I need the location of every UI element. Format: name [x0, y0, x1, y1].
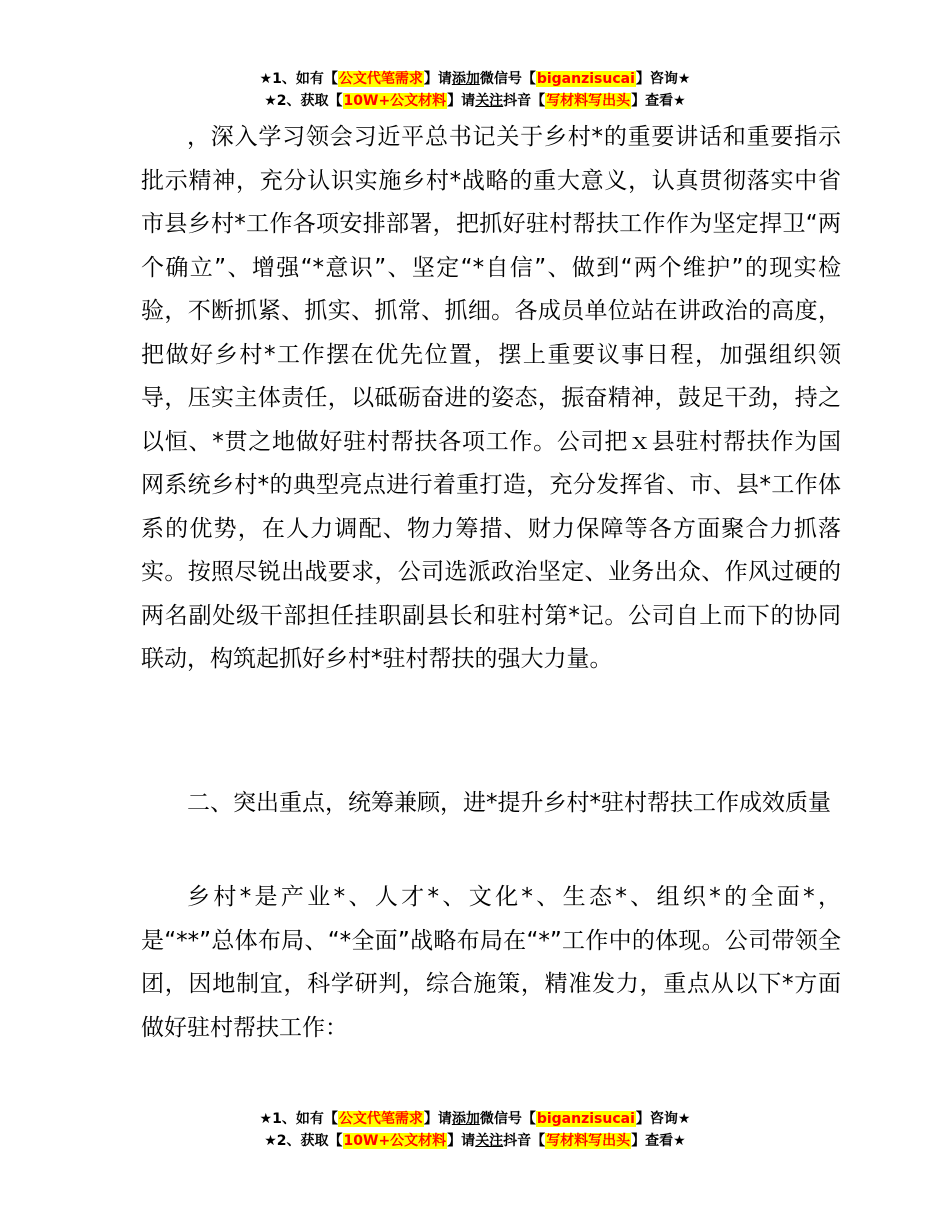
- body-paragraph: 乡村*是产业*、人才*、文化*、生态*、组织*的全面*，是“**”总体布局、“*全面”战略布局在“*”工作中的体现。公司带领全团，因地制宜，科学研判，综合施策，精准发力，重点从以下*方面做好驻村帮扶工作：: [141, 884, 841, 1041]
- banner-text: 微信号【: [479, 1111, 536, 1127]
- section-heading: 二、突出重点，统筹兼顾，进*提升乡村*驻村帮扶工作成效质量: [187, 790, 831, 816]
- banner-text: 】咨询★: [635, 1111, 691, 1127]
- highlight-douyin-account: 写材料写出头: [546, 93, 631, 109]
- banner-text: ★2、获取【: [264, 1133, 343, 1149]
- underlined-text: 关注: [475, 93, 504, 109]
- banner-line-1: [0, 68, 950, 90]
- banner-text: ★1、如有【: [259, 71, 338, 87]
- highlight-douyin-account: 写材料写出头: [546, 1133, 631, 1149]
- body-paragraph-3-block: [141, 876, 841, 1050]
- banner-text: 】请: [447, 1133, 476, 1149]
- banner-text: 微信号【: [479, 71, 536, 87]
- banner-text: 】请: [447, 93, 476, 109]
- banner-text: 抖音【: [503, 93, 546, 109]
- banner-text: 】查看★: [631, 1133, 686, 1149]
- highlight-service: 公文代笔需求: [338, 1111, 423, 1127]
- banner-line-1: [0, 1108, 950, 1130]
- highlight-materials: 10W+公文材料: [343, 93, 447, 109]
- underlined-text: 关注: [475, 1133, 504, 1149]
- banner-line-2: [0, 90, 950, 112]
- banner-text: 抖音【: [503, 1133, 546, 1149]
- highlight-materials: 10W+公文材料: [343, 1133, 447, 1149]
- section-heading-block: [141, 782, 841, 826]
- banner-text: ★1、如有【: [259, 1111, 338, 1127]
- underlined-text: 添加: [451, 1111, 480, 1127]
- highlight-wechat-id: biganzisucai: [536, 71, 635, 87]
- highlight-wechat-id: biganzisucai: [536, 1111, 635, 1127]
- banner-line-2: [0, 1130, 950, 1152]
- body-paragraph-1-block: [141, 116, 841, 682]
- banner-text: 】请: [423, 1111, 452, 1127]
- banner-text: 】请: [423, 71, 452, 87]
- highlight-service: 公文代笔需求: [338, 71, 423, 87]
- banner-text: 】查看★: [631, 93, 686, 109]
- banner-text: ★2、获取【: [264, 93, 343, 109]
- banner-text: 】咨询★: [635, 71, 691, 87]
- underlined-text: 添加: [451, 71, 480, 87]
- top-banner: [0, 68, 950, 112]
- bottom-banner: [0, 1108, 950, 1152]
- body-paragraph: ，深入学习领会习近平总书记关于乡村*的重要讲话和重要指示批示精神，充分认识实施乡村*战略的重大意义，认真贯彻落实中省市县乡村*工作各项安排部署，把抓好驻村帮扶工作作为坚定捍卫“两个确立”、增强“*意识”、坚定“*自信”、做到“两个维护”的现实检验，不断抓紧、抓实、抓常、抓细。各成员单位站在讲政治的高度，把做好乡村*工作摆在优先位置，摆上重要议事日程，加强组织领导，压实主体责任，以砥砺奋进的姿态，振奋精神，鼓足干劲，持之以恒、*贯之地做好驻村帮扶各项工作。公司把ｘ县驻村帮扶作为国网系统乡村*的典型亮点进行着重打造，充分发挥省、市、县*工作体系的优势，在人力调配、物力筹措、财力保障等各方面聚合力抓落实。按照尽锐出战要求，公司选派政治坚定、业务出众、作风过硬的两名副处级干部担任挂职副县长和驻村第*记。公司自上而下的协同联动，构筑起抓好乡村*驻村帮扶的强大力量。: [141, 124, 841, 672]
